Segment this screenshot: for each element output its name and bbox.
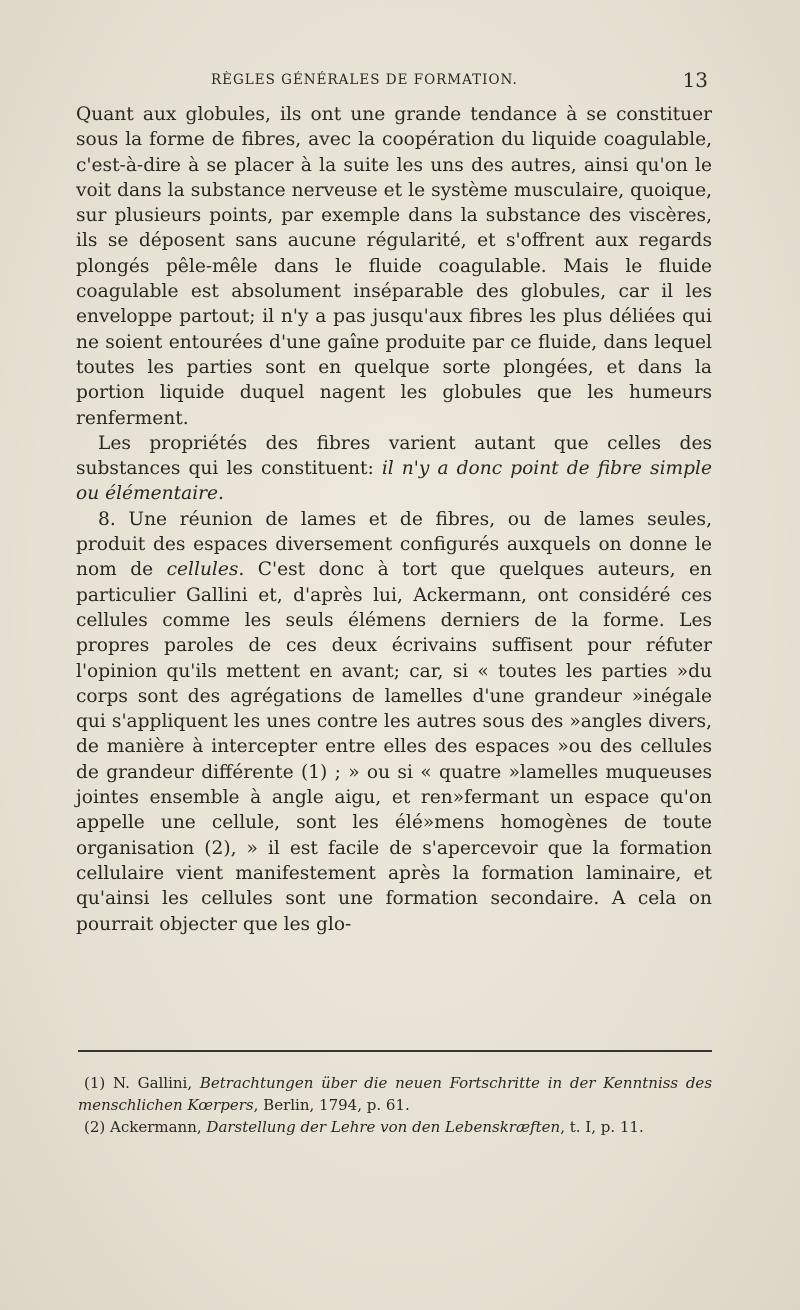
footnote-1 bbox=[78, 1072, 712, 1116]
text-run: , Berlin, 1794, p. 61. bbox=[253, 1096, 410, 1114]
italic-text: il n'y a donc point de fibre simple ou élémentaire. bbox=[76, 458, 713, 505]
paragraph-1 bbox=[76, 102, 712, 431]
italic-text: cellules bbox=[166, 559, 239, 581]
text-run: , t. I, p. 11. bbox=[560, 1118, 644, 1136]
text-run: (2) Ackermann, bbox=[84, 1118, 207, 1136]
italic-text: Darstellung der Lehre von den Lebenskræften bbox=[206, 1118, 561, 1136]
paragraph-3 bbox=[76, 507, 712, 937]
text-run: Les propriétés des fibres varient autant que celles des substances qui les constituent: bbox=[76, 432, 712, 480]
text-run: 8. Une réunion de lames et de fibres, ou de lames seules, produit des espaces diversement configurés auxquels on donne le nom de bbox=[76, 508, 712, 581]
page-number: 13 bbox=[682, 68, 708, 92]
footnote-rule bbox=[78, 1050, 712, 1052]
body-text bbox=[76, 102, 712, 937]
footnote-2 bbox=[78, 1116, 712, 1138]
italic-text: Betrachtungen über die neuen Fortschritte in der Kenntniss des menschlichen Kœrpers bbox=[78, 1074, 713, 1114]
text-run: (1) N. Gallini, bbox=[84, 1074, 200, 1092]
text-run: Quant aux globules, ils ont une grande tendance à se constituer sous la forme de fibres, avec la coopération du liquide coagulable, c'est-à-dire à se placer à la suite les uns des autres, ainsi qu'on le voit dans la substance nerveuse et le système musculaire, quoique, sur plusieurs points, par exemple dans la substance des viscères, ils se déposent sans aucune régularité, et s'offrent aux regards plongés pêle-mêle dans le fluide coagulable. Mais le fluide coagulable est absolument inséparable des globules, car il les enveloppe partout; il n'y a pas jusqu'aux fibres les plus déliées qui ne soient entourées d'une gaîne produite par ce fluide, dans lequel toutes les parties sont en quelque sorte plongées, et dans la portion liquide duquel nagent les globules que les humeurs renferment. bbox=[76, 104, 712, 429]
footnotes bbox=[78, 1072, 712, 1138]
paragraph-2 bbox=[76, 431, 712, 507]
page-header bbox=[76, 68, 708, 98]
running-head: RÈGLES GÉNÉRALES DE FORMATION. bbox=[211, 72, 518, 88]
text-run: . C'est donc à tort que quelques auteurs, en particulier Gallini et, d'après lui, Ackermann, ont considéré ces cellules comme les seuls élémens derniers de la forme. Les propres paroles de ces deux écrivains suffisent pour réfuter l'opinion qu'ils mettent en avant; car, si « toutes les parties »du corps sont des agrégations de lamelles d'une grandeur »inégale qui s'appliquent les unes contre les autres sous des »angles divers, de manière à intercepter entre elles des espaces »ou des cellules de grandeur différente (1) ; » ou si « quatre »lamelles muqueuses jointes ensemble à angle aigu, et ren»fermant un espace qu'on appelle une cellule, sont les élé»mens homogènes de toute organisation (2), » il est facile de s'apercevoir que la formation cellulaire vient manifestement après la formation laminaire, et qu'ainsi les cellules sont une formation secondaire. A cela on pourrait objecter que les glo- bbox=[76, 559, 712, 935]
